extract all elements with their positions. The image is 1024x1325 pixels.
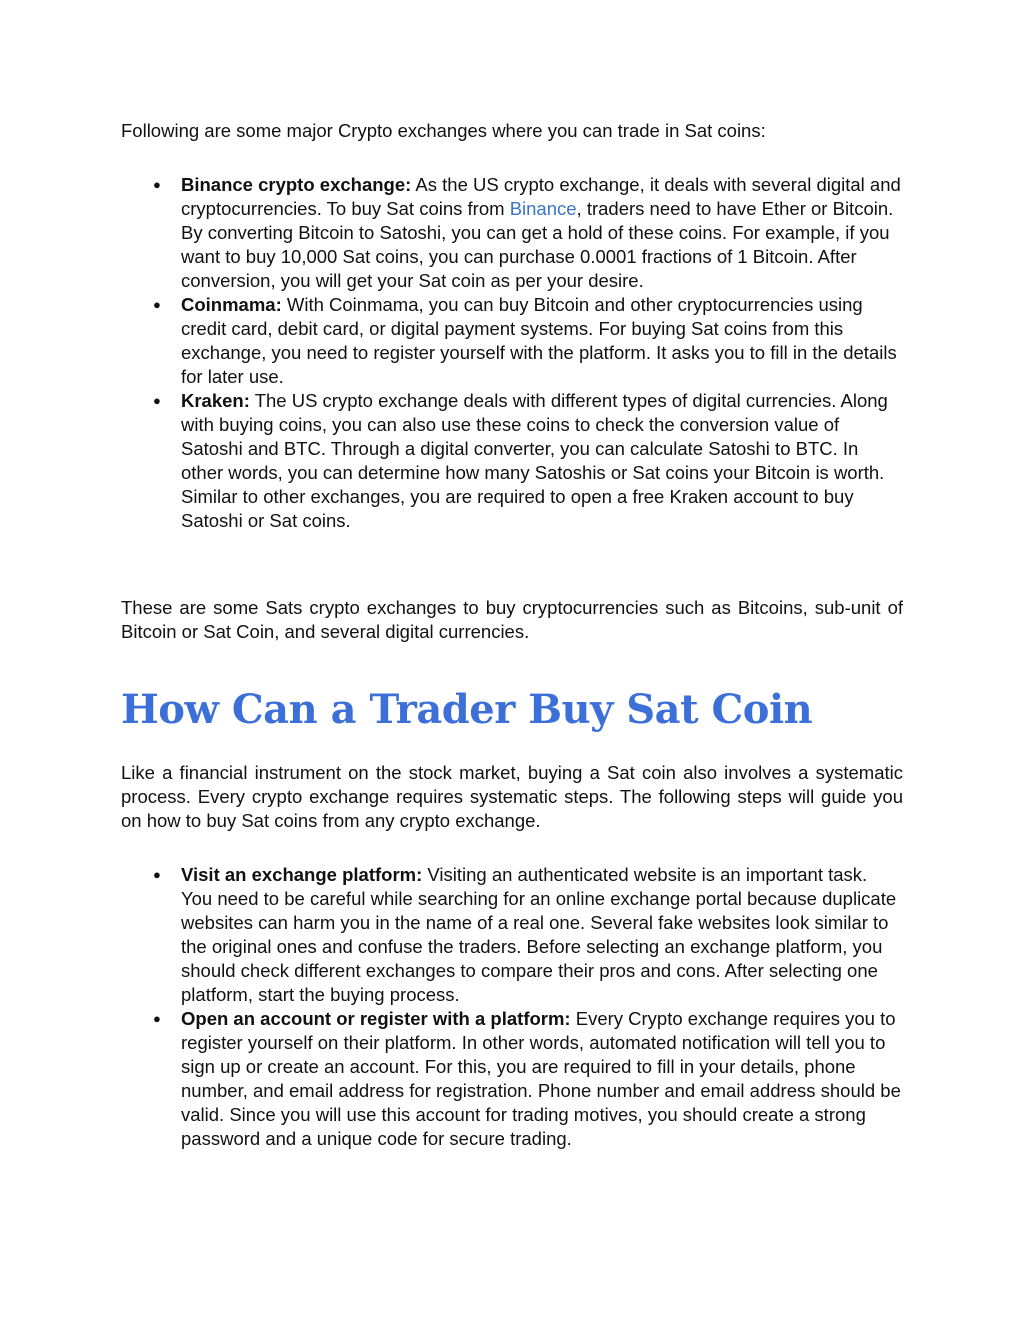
binance-link[interactable]: Binance (509, 198, 577, 219)
list-item-binance (181, 173, 903, 293)
lead-paragraph: Like a financial instrument on the stock market, buying a Sat coin also involves a systematic process. Every crypto exchange requires systematic steps. The following steps will guide you on how to buy Sat coins from any crypto exchange. (121, 762, 903, 831)
open-account-text: Every Crypto exchange requires you to register yourself on their platform. In other words, automated notification will tell you to sign up or create an account. For this, you are required to fill in your details, phone number, and email address for registration. Phone number and email address should be valid. Since you will use this account for trading motives, you should create a strong password and a unique code for secure trading. (181, 1008, 901, 1149)
steps-list (121, 863, 903, 1151)
section-heading: How Can a Trader Buy Sat Coin (121, 686, 813, 733)
list-item-coinmama (181, 293, 903, 389)
term-visit-platform: Visit an exchange platform: (181, 864, 423, 885)
binance-text-start: As the US crypto exchange, it deals with several digital and cryptocurrencies. To buy Sat coins from (181, 174, 901, 219)
summary-paragraph: These are some Sats crypto exchanges to buy cryptocurrencies such as Bitcoins, sub-unit of Bitcoin or Sat Coin, and several digital currencies. (121, 597, 903, 642)
binance-text-end: , traders need to have Ether or Bitcoin. By converting Bitcoin to Satoshi, you can get a hold of these coins. For example, if you want to buy 10,000 Sat coins, you can purchase 0.0001 fractions of 1 Bitcoin. After conversion, you will get your Sat coin as per your desire. (181, 198, 894, 291)
coinmama-text: With Coinmama, you can buy Bitcoin and other cryptocurrencies using credit card, debit card, or digital payment systems. For buying Sat coins from this exchange, you need to register yourself with the platform. It asks you to fill in the details for later use. (181, 294, 897, 387)
exchange-list (121, 173, 903, 533)
kraken-text: The US crypto exchange deals with different types of digital currencies. Along with buying coins, you can also use these coins to check the conversion value of Satoshi and BTC. Through a digital converter, you can calculate Satoshi to BTC. In other words, you can determine how many Satoshis or Sat coins your Bitcoin is worth. Similar to other exchanges, you are required to open a free Kraken account to buy Satoshi or Sat coins. (181, 390, 888, 531)
list-item-visit-platform (181, 863, 903, 1007)
term-open-account: Open an account or register with a platform: (181, 1008, 571, 1029)
term-coinmama: Coinmama: (181, 294, 282, 315)
list-item-open-account (181, 1007, 903, 1151)
list-item-kraken (181, 389, 903, 533)
visit-platform-text: Visiting an authenticated website is an important task. You need to be careful while searching for an online exchange portal because duplicate websites can harm you in the name of a real one. Several fake websites look similar to the original ones and confuse the traders. Before selecting an exchange platform, you should check different exchanges to compare their pros and cons. After selecting one platform, start the buying process. (181, 864, 897, 1005)
term-kraken: Kraken: (181, 390, 250, 411)
term-binance: Binance crypto exchange: (181, 174, 412, 195)
intro-paragraph: Following are some major Crypto exchanges where you can trade in Sat coins: (121, 120, 766, 141)
